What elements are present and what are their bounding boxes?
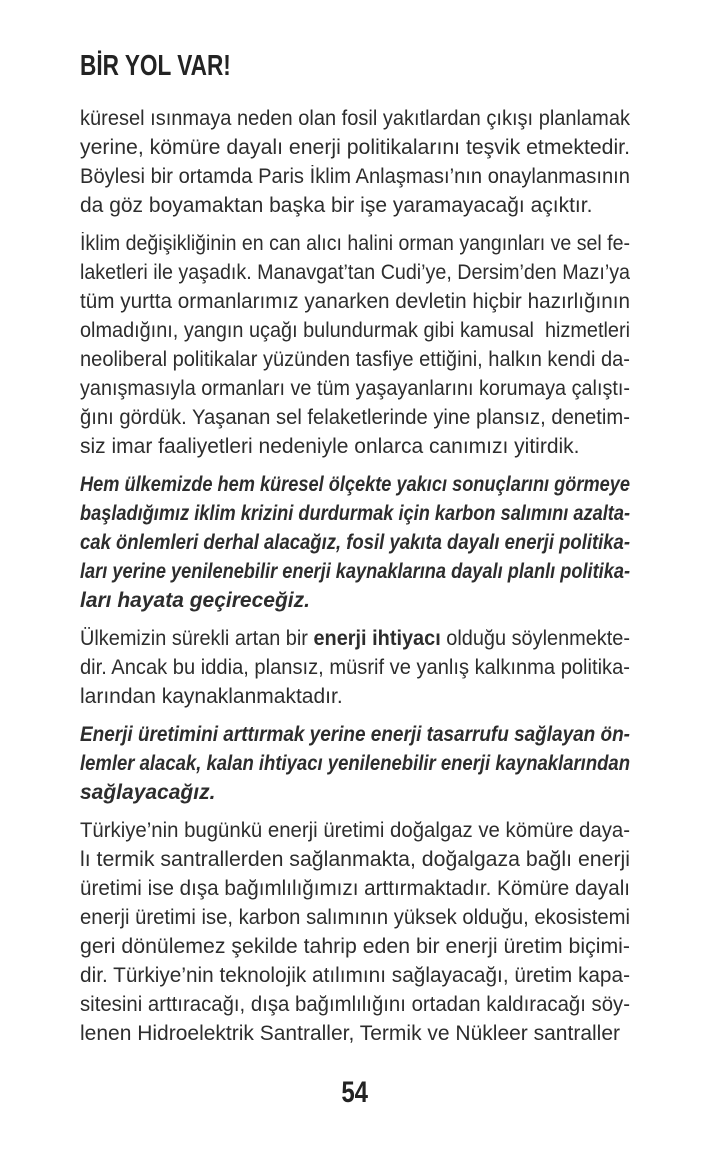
text-line: [80, 720, 630, 749]
page-number-text: 54: [341, 1076, 369, 1109]
bold-phrase: enerji ihtiyacı: [313, 627, 441, 650]
text-line: [80, 874, 630, 903]
text-line: [80, 816, 630, 845]
text-line: [80, 470, 630, 499]
text-line: [80, 403, 630, 432]
text-line: [80, 557, 630, 586]
text-line: [80, 682, 630, 711]
line-text: İklim değişikliğinin en can alıcı halini orman yangınları ve sel fe-: [80, 232, 630, 255]
line-text: ları hayata geçireceğiz.: [80, 589, 310, 612]
line-text: cak önlemleri derhal alacağız, fosil yakıta dayalı enerji politika-: [80, 531, 630, 554]
line-text: neoliberal politikalar yüzünden tasfiye ettiğini, halkın kendi da-: [80, 348, 630, 371]
line-text: Hem ülkemizde hem küresel ölçekte yakıcı sonuçlarını görmeye: [80, 473, 630, 496]
text-line: [80, 499, 630, 528]
line-text-pre: Ülkemizin sürekli artan bir: [80, 627, 314, 650]
text-line: [80, 845, 630, 874]
line-text: dir. Türkiye’nin teknolojik atılımını sağlayacağı, üretim kapa-: [80, 964, 630, 987]
line-text: [80, 624, 630, 653]
line-text: enerji üretimi ise, karbon salımının yüksek olduğu, ekosistemi: [80, 906, 630, 929]
line-text: ğını gördük. Yaşanan sel felaketlerinde yine plansız, denetim-: [80, 406, 630, 429]
line-text: ları yerine yenilenebilir enerji kaynaklarına dayalı planlı politika-: [80, 560, 630, 583]
text-line: [80, 903, 630, 932]
line-text: üretimi ise dışa bağımlılığımızı arttırmaktadır. Kömüre dayalı: [80, 877, 630, 900]
page-number: [80, 1078, 630, 1107]
line-text: larından kaynaklanmaktadır.: [80, 685, 343, 708]
line-text: Enerji üretimini arttırmak yerine enerji tasarrufu sağlayan ön-: [80, 723, 630, 746]
line-text: sitesini arttıracağı, dışa bağımlılığını ortadan kaldıracağı söy-: [80, 993, 630, 1016]
paragraph-6: [80, 816, 630, 1048]
text-line: [80, 162, 630, 191]
line-text: Türkiye’nin bugünkü enerji üretimi doğalgaz ve kömüre daya-: [80, 819, 630, 842]
line-text: yanışmasıyla ormanları ve tüm yaşayanlarını korumaya çalıştı-: [80, 377, 630, 400]
page-title: [80, 51, 630, 81]
text-line: [80, 374, 630, 403]
line-text: lenen Hidroelektrik Santraller, Termik ve Nükleer santraller: [80, 1022, 621, 1045]
text-line: [80, 528, 630, 557]
text-line: [80, 1019, 630, 1048]
paragraph-1: [80, 104, 630, 220]
paragraph-2: [80, 229, 630, 461]
line-text: başladığımız iklim krizini durdurmak için karbon salımını azalta-: [80, 502, 630, 525]
line-text: tüm yurtta ormanlarımız yanarken devletin hiçbir hazırlığının: [80, 290, 630, 313]
text-line: [80, 961, 630, 990]
line-text: sağlayacağız.: [80, 781, 216, 804]
text-line: [80, 191, 630, 220]
paragraph-5-emphasis: [80, 720, 630, 807]
paragraph-3-emphasis: [80, 470, 630, 615]
text-line: [80, 316, 630, 345]
paragraph-4: [80, 624, 630, 711]
line-text: geri dönülemez şekilde tahrip eden bir enerji üretim biçimi-: [80, 935, 630, 958]
page-body: [80, 104, 630, 1048]
line-text: yerine, kömüre dayalı enerji politikalarını teşvik etmektedir.: [80, 136, 630, 159]
text-line: [80, 586, 630, 615]
page-title-text: BİR YOL VAR!: [80, 50, 231, 82]
text-line: [80, 653, 630, 682]
text-line: [80, 104, 630, 133]
text-line: [80, 432, 630, 461]
line-text: olmadığını, yangın uçağı bulundurmak gibi kamusal hizmetleri: [80, 319, 630, 342]
text-line: [80, 258, 630, 287]
line-text-post: olduğu söylenmekte-: [440, 627, 630, 650]
line-text: laketleri ile yaşadık. Manavgat’tan Cudi’ye, Dersim’den Mazı’ya: [80, 261, 630, 284]
text-line: [80, 778, 630, 807]
line-text: küresel ısınmaya neden olan fosil yakıtlardan çıkışı planlamak: [80, 107, 630, 130]
text-line: [80, 345, 630, 374]
line-text: lı termik santrallerden sağlanmakta, doğalgaza bağlı enerji: [80, 848, 630, 871]
line-text: da göz boyamaktan başka bir işe yaramayacağı açıktır.: [80, 194, 593, 217]
text-line: [80, 287, 630, 316]
text-line: [80, 932, 630, 961]
text-line: [80, 229, 630, 258]
line-text: siz imar faaliyetleri nedeniyle onlarca canımızı yitirdik.: [80, 435, 580, 458]
text-line: [80, 990, 630, 1019]
text-line: [80, 133, 630, 162]
text-line: [80, 749, 630, 778]
line-text: dir. Ancak bu iddia, plansız, müsrif ve yanlış kalkınma politika-: [80, 656, 630, 679]
line-text: lemler alacak, kalan ihtiyacı yenilenebilir enerji kaynaklarından: [80, 752, 630, 775]
line-text: Böylesi bir ortamda Paris İklim Anlaşması’nın onaylanmasının: [80, 165, 630, 188]
text-line: [80, 624, 630, 653]
